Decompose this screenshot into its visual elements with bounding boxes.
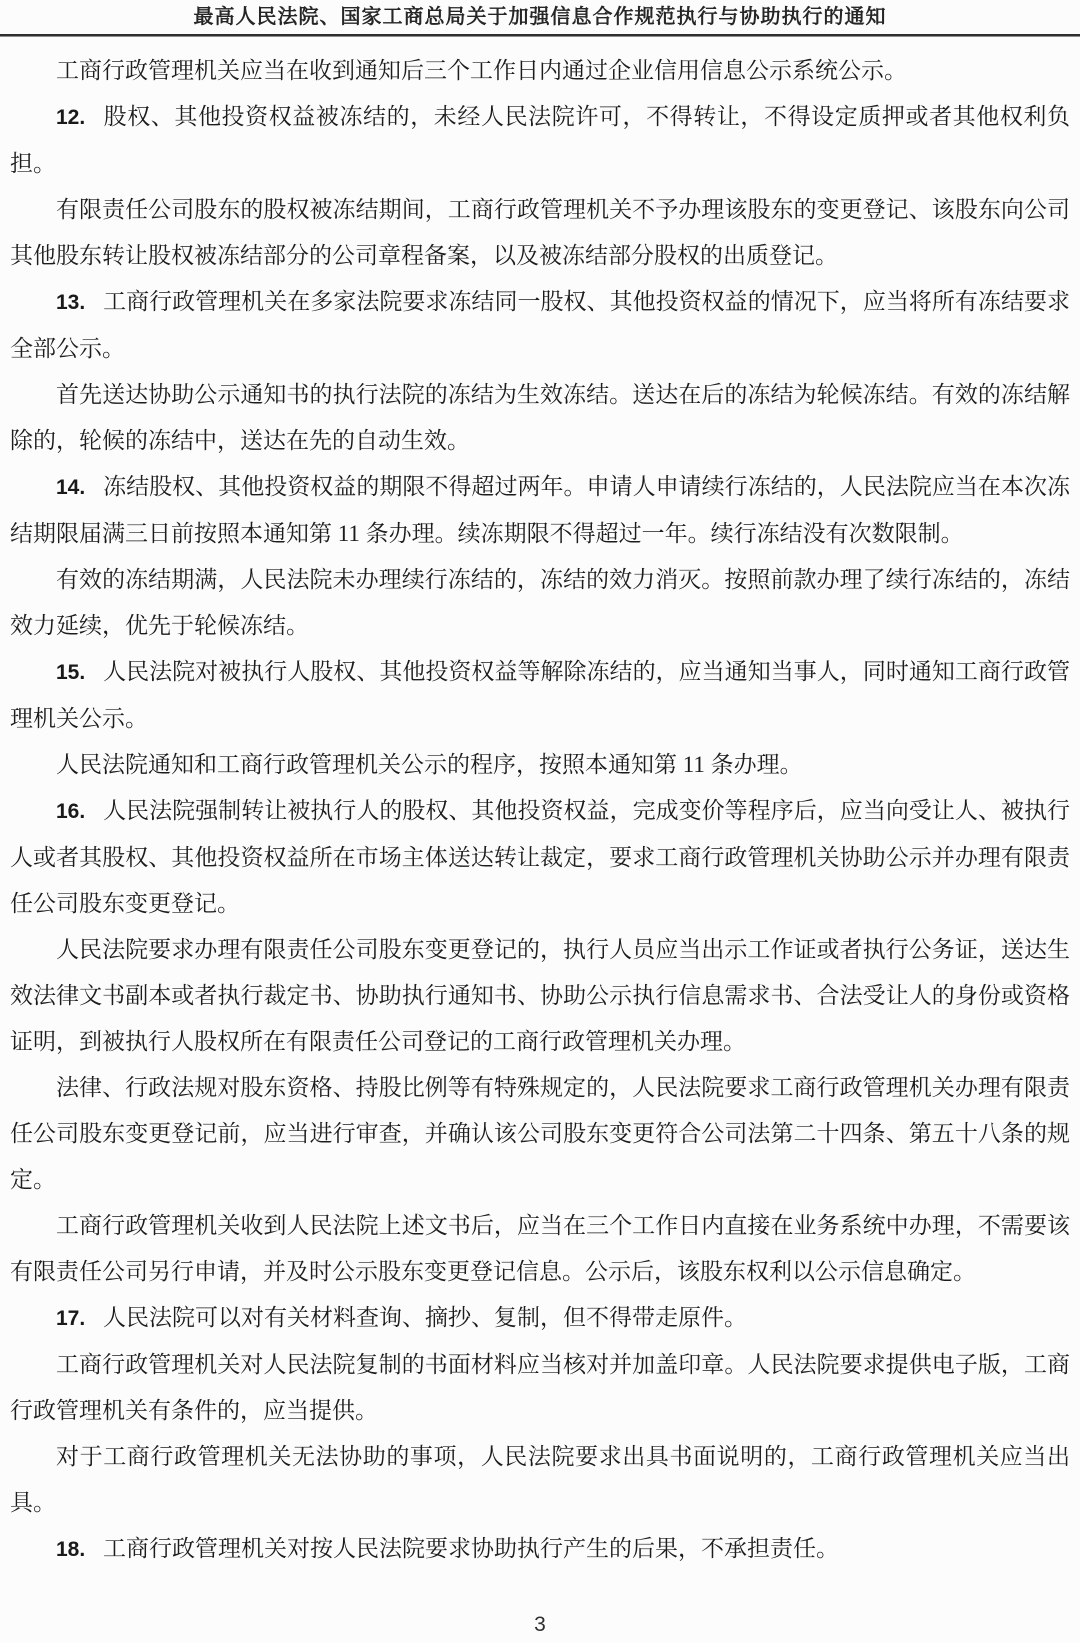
- paragraph-text: 工商行政管理机关应当在收到通知后三个工作日内通过企业信用信息公示系统公示。: [56, 58, 907, 83]
- paragraph-text: 首先送达协助公示通知书的执行法院的冻结为生效冻结。送达在后的冻结为轮候冻结。有效的冻结解除的，轮候的冻结中，送达在先的自动生效。: [10, 382, 1070, 453]
- paragraph: [10, 788, 1070, 927]
- paragraph-text: 股权、其他投资权益被冻结的，未经人民法院许可，不得转让，不得设定质押或者其他权利负担。: [10, 104, 1070, 176]
- paragraph-text: 工商行政管理机关对人民法院复制的书面材料应当核对并加盖印章。人民法院要求提供电子版，工商行政管理机关有条件的，应当提供。: [10, 1352, 1070, 1423]
- document-body: [0, 37, 1080, 1573]
- paragraph: [10, 187, 1070, 279]
- paragraph: [10, 1065, 1070, 1203]
- paragraph: [10, 742, 1070, 788]
- paragraph: [10, 48, 1070, 94]
- paragraph: [10, 1526, 1070, 1573]
- paragraph: [10, 1295, 1070, 1342]
- paragraph-text: 法律、行政法规对股东资格、持股比例等有特殊规定的，人民法院要求工商行政管理机关办理有限责任公司股东变更登记前，应当进行审查，并确认该公司股东变更符合公司法第二十四条、第五十八条的规定。: [10, 1075, 1070, 1192]
- item-number: 14.: [56, 476, 86, 499]
- paragraph-text: 对于工商行政管理机关无法协助的事项，人民法院要求出具书面说明的，工商行政管理机关应当出具。: [10, 1444, 1070, 1515]
- paragraph-text: 人民法院要求办理有限责任公司股东变更登记的，执行人员应当出示工作证或者执行公务证，送达生效法律文书副本或者执行裁定书、协助执行通知书、协助公示执行信息需求书、合法受让人的身份或资格证明，到被执行人股权所在有限责任公司登记的工商行政管理机关办理。: [10, 937, 1070, 1054]
- paragraph-text: 工商行政管理机关对按人民法院要求协助执行产生的后果，不承担责任。: [103, 1536, 840, 1561]
- paragraph-text: 冻结股权、其他投资权益的期限不得超过两年。申请人申请续行冻结的，人民法院应当在本次冻结期限届满三日前按照本通知第 11 条办理。续冻期限不得超过一年。续行冻结没有次数限制。: [10, 474, 1070, 546]
- item-number: 12.: [56, 106, 86, 129]
- paragraph: [10, 1342, 1070, 1434]
- item-number: 18.: [56, 1538, 86, 1561]
- document-title: 最高人民法院、国家工商总局关于加强信息合作规范执行与协助执行的通知: [193, 6, 887, 28]
- document-header: [0, 0, 1080, 37]
- paragraph: [10, 1203, 1070, 1295]
- paragraph-text: 人民法院对被执行人股权、其他投资权益等解除冻结的，应当通知当事人，同时通知工商行政管理机关公示。: [10, 659, 1070, 731]
- paragraph-text: 有限责任公司股东的股权被冻结期间，工商行政管理机关不予办理该股东的变更登记、该股东向公司其他股东转让股权被冻结部分的公司章程备案，以及被冻结部分股权的出质登记。: [10, 197, 1070, 268]
- paragraph-text: 工商行政管理机关在多家法院要求冻结同一股权、其他投资权益的情况下，应当将所有冻结要求全部公示。: [10, 289, 1070, 361]
- paragraph-text: 人民法院可以对有关材料查询、摘抄、复制，但不得带走原件。: [103, 1305, 748, 1330]
- paragraph: [10, 94, 1070, 187]
- item-number: 13.: [56, 291, 86, 314]
- paragraph-text: 工商行政管理机关收到人民法院上述文书后，应当在三个工作日内直接在业务系统中办理，不需要该有限责任公司另行申请，并及时公示股东变更登记信息。公示后，该股东权利以公示信息确定。: [10, 1213, 1070, 1284]
- paragraph: [10, 557, 1070, 649]
- item-number: 15.: [56, 661, 86, 684]
- page-number: 3: [534, 1613, 546, 1636]
- paragraph: [10, 372, 1070, 464]
- paragraph-text: 人民法院强制转让被执行人的股权、其他投资权益，完成变价等程序后，应当向受让人、被执行人或者其股权、其他投资权益所在市场主体送达转让裁定，要求工商行政管理机关协助公示并办理有限责任公司股东变更登记。: [10, 798, 1070, 916]
- paragraph: [10, 1434, 1070, 1526]
- paragraph-text: 有效的冻结期满，人民法院未办理续行冻结的，冻结的效力消灭。按照前款办理了续行冻结的，冻结效力延续，优先于轮候冻结。: [10, 567, 1070, 638]
- paragraph: [10, 927, 1070, 1065]
- item-number: 17.: [56, 1307, 86, 1330]
- paragraph: [10, 649, 1070, 742]
- paragraph-text: 人民法院通知和工商行政管理机关公示的程序，按照本通知第 11 条办理。: [56, 752, 803, 777]
- paragraph: [10, 464, 1070, 557]
- item-number: 16.: [56, 800, 86, 823]
- paragraph: [10, 279, 1070, 372]
